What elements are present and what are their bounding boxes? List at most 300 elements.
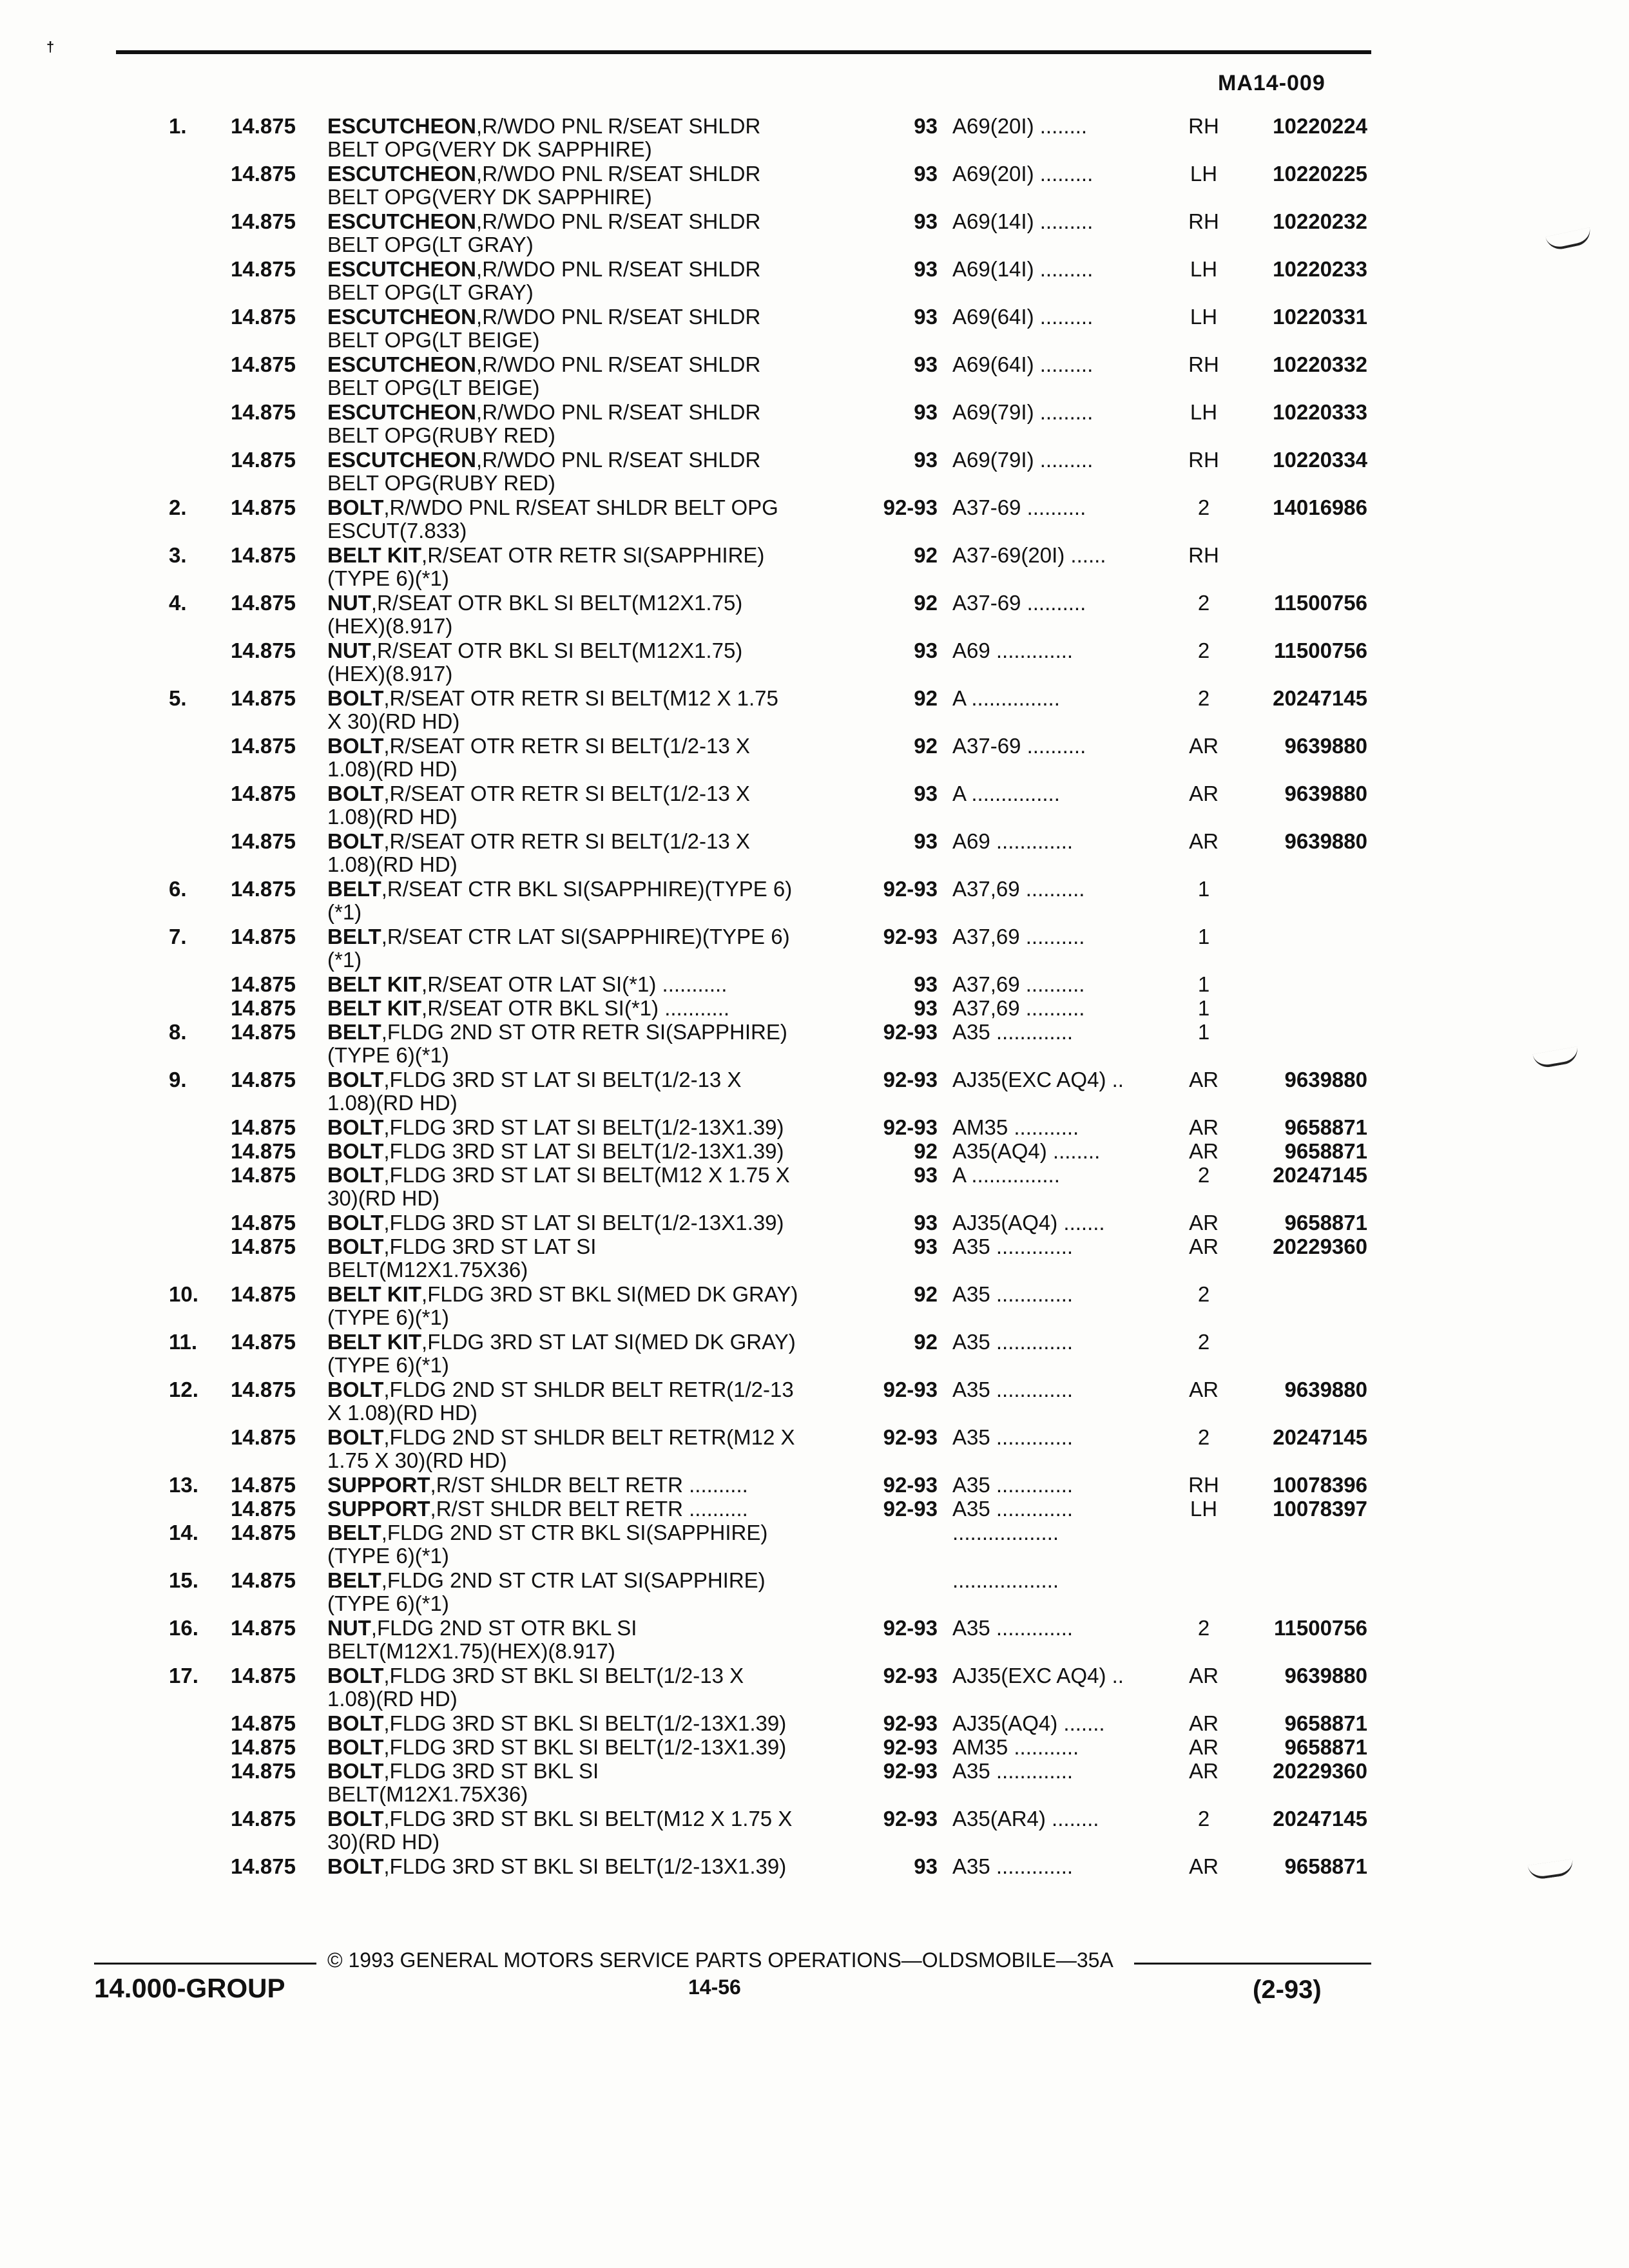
- part-description: [327, 1068, 741, 1091]
- body-application: ..................: [952, 1569, 1059, 1592]
- item-number: 11.: [169, 1330, 198, 1354]
- quantity: 1: [1197, 972, 1210, 996]
- group-number: 14.875: [231, 1664, 296, 1687]
- body-application: A35 .............: [952, 1760, 1074, 1783]
- model-year: 92: [914, 734, 938, 758]
- group-number: 14.875: [231, 1568, 296, 1592]
- body-application: A ...............: [952, 687, 1060, 710]
- part-number: 10220233: [1273, 257, 1367, 281]
- part-description-continued: X 30)(RD HD): [327, 709, 460, 733]
- part-description: [327, 1855, 786, 1878]
- model-year: 92-93: [883, 1425, 938, 1449]
- part-description-text: ,FLDG 3RD ST BKL SI BELT(1/2-13X1.39): [383, 1711, 787, 1735]
- model-year: 93: [914, 400, 938, 424]
- model-year: 92-93: [883, 1473, 938, 1497]
- part-number: 10220333: [1273, 400, 1367, 424]
- body-application: AM35 ...........: [952, 1736, 1079, 1759]
- part-description: [327, 258, 760, 281]
- part-description: [327, 305, 760, 329]
- part-name: SUPPORT: [327, 1473, 430, 1497]
- model-year: 92-93: [883, 1497, 938, 1521]
- part-description-text: ,R/SEAT OTR BKL SI(*1) ...........: [421, 996, 730, 1020]
- part-description-text: ,FLDG 3RD ST BKL SI: [383, 1759, 599, 1783]
- part-description-continued: 1.08)(RD HD): [327, 852, 458, 876]
- part-description-continued: BELT OPG(VERY DK SAPPHIRE): [327, 185, 652, 209]
- part-description-text: ,R/ST SHLDR BELT RETR ..........: [430, 1473, 748, 1497]
- group-number: 14.875: [231, 1282, 296, 1306]
- group-number: 14.875: [231, 1711, 296, 1735]
- group-number: 14.875: [231, 1616, 296, 1640]
- part-name: BELT KIT: [327, 1330, 422, 1354]
- part-description-text: ,FLDG 2ND ST SHLDR BELT RETR(M12 X: [383, 1425, 795, 1449]
- footer-date: (2-93): [1253, 1975, 1322, 2004]
- part-description: [327, 210, 760, 233]
- part-name: BOLT: [327, 734, 384, 758]
- part-name: BOLT: [327, 1854, 384, 1878]
- part-number: 10078396: [1273, 1473, 1367, 1497]
- part-description: [327, 1164, 790, 1187]
- part-name: BOLT: [327, 495, 384, 519]
- part-description-text: ,R/SEAT OTR RETR SI(SAPPHIRE): [421, 543, 765, 567]
- body-application: A35 .............: [952, 1021, 1074, 1044]
- margin-mark: [1545, 227, 1592, 252]
- model-year: 93: [914, 1211, 938, 1235]
- quantity: LH: [1190, 305, 1218, 329]
- quantity: AR: [1189, 1115, 1219, 1139]
- part-description-text: ,R/SEAT CTR LAT SI(SAPPHIRE)(TYPE 6): [381, 925, 790, 948]
- footer-rule-left: [94, 1963, 316, 1965]
- part-description: [327, 830, 750, 853]
- part-description: [327, 1497, 748, 1521]
- body-application: A69(14I) .........: [952, 258, 1094, 281]
- body-application: A37-69(20I) ......: [952, 544, 1106, 567]
- part-description-text: ,R/WDO PNL R/SEAT SHLDR: [476, 400, 761, 424]
- part-description: [327, 115, 760, 138]
- quantity: 2: [1197, 1163, 1210, 1187]
- margin-mark: [1532, 1046, 1579, 1070]
- part-number: 9639880: [1284, 829, 1367, 853]
- part-description-continued: X 1.08)(RD HD): [327, 1401, 477, 1425]
- group-number: 14.875: [231, 305, 296, 329]
- quantity: LH: [1190, 162, 1218, 186]
- part-number: 11500756: [1273, 1616, 1367, 1640]
- part-description: [327, 162, 760, 186]
- quantity: AR: [1189, 734, 1219, 758]
- part-description-continued: (TYPE 6)(*1): [327, 1591, 449, 1615]
- group-number: 14.875: [231, 1115, 296, 1139]
- quantity: RH: [1188, 448, 1219, 472]
- group-number: 14.875: [231, 1378, 296, 1401]
- part-description-text: ,R/WDO PNL R/SEAT SHLDR: [476, 209, 761, 233]
- part-description-text: ,FLDG 2ND ST CTR LAT SI(SAPPHIRE): [381, 1568, 766, 1592]
- model-year: 93: [914, 1235, 938, 1258]
- part-description-text: ,R/WDO PNL R/SEAT SHLDR BELT OPG: [383, 495, 778, 519]
- part-description: [327, 1760, 599, 1783]
- part-name: NUT: [327, 591, 371, 615]
- group-number: 14.875: [231, 591, 296, 615]
- quantity: 2: [1197, 1807, 1210, 1831]
- part-description: [327, 1211, 784, 1235]
- quantity: 2: [1197, 1282, 1210, 1306]
- item-number: 8.: [169, 1020, 187, 1044]
- part-description: [327, 925, 790, 948]
- group-number: 14.875: [231, 877, 296, 901]
- part-description-text: ,FLDG 3RD ST BKL SI(MED DK GRAY): [421, 1282, 798, 1306]
- part-description-text: ,R/WDO PNL R/SEAT SHLDR: [476, 448, 761, 472]
- group-number: 14.875: [231, 1330, 296, 1354]
- quantity: AR: [1189, 1235, 1219, 1258]
- page-reference: MA14-009: [1218, 71, 1325, 95]
- body-application: A35(AQ4) ........: [952, 1140, 1101, 1163]
- part-name: BOLT: [327, 1235, 384, 1258]
- body-application: A69(79I) .........: [952, 401, 1094, 424]
- part-description-text: ,R/WDO PNL R/SEAT SHLDR: [476, 114, 761, 138]
- part-number: 9658871: [1284, 1211, 1367, 1235]
- part-name: BELT: [327, 925, 381, 948]
- part-description-text: ,FLDG 2ND ST OTR BKL SI: [371, 1616, 637, 1640]
- part-number: 14016986: [1273, 495, 1367, 519]
- quantity: LH: [1190, 400, 1218, 424]
- part-number: 9658871: [1284, 1711, 1367, 1735]
- model-year: 93: [914, 996, 938, 1020]
- group-number: 14.875: [231, 1068, 296, 1091]
- group-number: 14.875: [231, 639, 296, 662]
- part-description-continued: BELT OPG(VERY DK SAPPHIRE): [327, 137, 652, 161]
- model-year: 92-93: [883, 1759, 938, 1783]
- model-year: 93: [914, 257, 938, 281]
- quantity: AR: [1189, 782, 1219, 805]
- model-year: 92: [914, 686, 938, 710]
- quantity: RH: [1188, 114, 1219, 138]
- group-number: 14.875: [231, 209, 296, 233]
- part-name: BELT KIT: [327, 972, 422, 996]
- part-description-continued: (TYPE 6)(*1): [327, 1353, 449, 1377]
- part-description-continued: (TYPE 6)(*1): [327, 1544, 449, 1568]
- part-description: [327, 448, 760, 472]
- part-number: 20247145: [1273, 1163, 1367, 1187]
- part-number: 11500756: [1273, 639, 1367, 662]
- part-name: ESCUTCHEON: [327, 114, 477, 138]
- part-number: 20229360: [1273, 1759, 1367, 1783]
- quantity: 2: [1197, 1330, 1210, 1354]
- part-description: [327, 878, 792, 901]
- part-name: ESCUTCHEON: [327, 162, 477, 186]
- part-description-text: ,FLDG 3RD ST BKL SI BELT(1/2-13X1.39): [383, 1854, 787, 1878]
- part-name: BELT: [327, 1521, 381, 1544]
- model-year: 92: [914, 1330, 938, 1354]
- body-application: A35 .............: [952, 1283, 1074, 1306]
- quantity: 1: [1197, 877, 1210, 901]
- item-number: 7.: [169, 925, 187, 948]
- part-number: 9639880: [1284, 1068, 1367, 1091]
- model-year: 93: [914, 829, 938, 853]
- part-description: [327, 782, 750, 805]
- part-number: 9639880: [1284, 734, 1367, 758]
- corner-mark: †: [46, 39, 55, 55]
- model-year: 93: [914, 972, 938, 996]
- part-number: 9639880: [1284, 1664, 1367, 1687]
- part-description: [327, 591, 742, 615]
- group-number: 14.875: [231, 829, 296, 853]
- group-number: 14.875: [231, 1759, 296, 1783]
- group-number: 14.875: [231, 1235, 296, 1258]
- part-description-text: ,R/WDO PNL R/SEAT SHLDR: [476, 352, 761, 376]
- quantity: AR: [1189, 1139, 1219, 1163]
- part-name: ESCUTCHEON: [327, 448, 477, 472]
- part-name: BELT KIT: [327, 996, 422, 1020]
- quantity: RH: [1188, 1473, 1219, 1497]
- model-year: 93: [914, 209, 938, 233]
- part-name: ESCUTCHEON: [327, 209, 477, 233]
- model-year: 93: [914, 162, 938, 186]
- part-name: BELT: [327, 877, 381, 901]
- part-name: BOLT: [327, 1139, 384, 1163]
- part-description-text: ,FLDG 3RD ST BKL SI BELT(1/2-13 X: [383, 1664, 744, 1687]
- group-number: 14.875: [231, 925, 296, 948]
- part-description-continued: (HEX)(8.917): [327, 614, 453, 638]
- part-description-text: ,FLDG 3RD ST LAT SI BELT(M12 X 1.75 X: [383, 1163, 790, 1187]
- part-description: [327, 639, 742, 662]
- body-application: A69(64I) .........: [952, 305, 1094, 329]
- body-application: A69(14I) .........: [952, 210, 1094, 233]
- body-application: AJ35(EXC AQ4) ..: [952, 1664, 1124, 1687]
- item-number: 5.: [169, 686, 187, 710]
- part-description: [327, 1378, 794, 1401]
- part-description-continued: BELT OPG(LT BEIGE): [327, 328, 540, 352]
- part-description-text: ,FLDG 3RD ST LAT SI BELT(1/2-13X1.39): [383, 1211, 784, 1235]
- part-description-continued: (*1): [327, 948, 362, 972]
- quantity: AR: [1189, 1068, 1219, 1091]
- part-number: 9658871: [1284, 1139, 1367, 1163]
- model-year: 93: [914, 782, 938, 805]
- quantity: 2: [1197, 1616, 1210, 1640]
- model-year: 92-93: [883, 877, 938, 901]
- part-name: BOLT: [327, 1759, 384, 1783]
- group-number: 14.875: [231, 996, 296, 1020]
- part-description-text: ,R/WDO PNL R/SEAT SHLDR: [476, 257, 761, 281]
- part-name: BELT KIT: [327, 1282, 422, 1306]
- part-description: [327, 1426, 795, 1449]
- part-description: [327, 353, 760, 376]
- quantity: 1: [1197, 1020, 1210, 1044]
- model-year: 93: [914, 352, 938, 376]
- part-description-text: ,R/ST SHLDR BELT RETR ..........: [430, 1497, 748, 1521]
- quantity: 1: [1197, 996, 1210, 1020]
- part-name: BELT: [327, 1020, 381, 1044]
- body-application: AM35 ...........: [952, 1116, 1079, 1139]
- part-name: BOLT: [327, 829, 384, 853]
- model-year: 93: [914, 305, 938, 329]
- body-application: A35(AR4) ........: [952, 1807, 1099, 1831]
- part-description: [327, 1807, 792, 1831]
- body-application: A37,69 ..........: [952, 878, 1085, 901]
- body-application: A35 .............: [952, 1378, 1074, 1401]
- model-year: 92-93: [883, 495, 938, 519]
- part-description-continued: 1.08)(RD HD): [327, 1687, 458, 1711]
- group-number: 14.875: [231, 114, 296, 138]
- part-name: BELT: [327, 1568, 381, 1592]
- part-number: 10220224: [1273, 114, 1367, 138]
- body-application: A69 .............: [952, 639, 1074, 662]
- part-number: 9658871: [1284, 1854, 1367, 1878]
- part-number: 20247145: [1273, 1807, 1367, 1831]
- group-number: 14.875: [231, 734, 296, 758]
- part-description-text: ,R/SEAT OTR RETR SI BELT(M12 X 1.75: [383, 686, 778, 710]
- part-description-text: ,FLDG 3RD ST BKL SI BELT(M12 X 1.75 X: [383, 1807, 793, 1831]
- part-name: BOLT: [327, 686, 384, 710]
- part-description-continued: (TYPE 6)(*1): [327, 1043, 449, 1067]
- item-number: 16.: [169, 1616, 198, 1640]
- body-application: A37,69 ..........: [952, 973, 1085, 996]
- group-number: 14.875: [231, 352, 296, 376]
- part-description-continued: 1.08)(RD HD): [327, 757, 458, 781]
- group-number: 14.875: [231, 1211, 296, 1235]
- model-year: 92: [914, 543, 938, 567]
- part-description: [327, 1331, 796, 1354]
- body-application: A35 .............: [952, 1617, 1074, 1640]
- part-description-text: ,FLDG 2ND ST CTR BKL SI(SAPPHIRE): [381, 1521, 768, 1544]
- footer-copyright: © 1993 GENERAL MOTORS SERVICE PARTS OPERATIONS—OLDSMOBILE—35A: [327, 1948, 1113, 1972]
- part-description: [327, 1664, 744, 1687]
- part-description: [327, 1283, 798, 1306]
- body-application: A35 .............: [952, 1497, 1074, 1521]
- part-description-continued: (HEX)(8.917): [327, 662, 453, 686]
- part-description-continued: BELT(M12X1.75X36): [327, 1258, 528, 1282]
- part-description: [327, 1712, 786, 1735]
- body-application: A69(20I) .........: [952, 162, 1094, 186]
- group-number: 14.875: [231, 972, 296, 996]
- part-description: [327, 1617, 637, 1640]
- body-application: A35 .............: [952, 1426, 1074, 1449]
- part-description-text: ,FLDG 3RD ST LAT SI: [383, 1235, 597, 1258]
- part-number: 10220232: [1273, 209, 1367, 233]
- item-number: 2.: [169, 495, 187, 519]
- part-name: BOLT: [327, 1163, 384, 1187]
- part-description: [327, 997, 729, 1020]
- part-description-text: ,R/SEAT OTR LAT SI(*1) ...........: [421, 972, 728, 996]
- item-number: 9.: [169, 1068, 187, 1091]
- part-number: 11500756: [1273, 591, 1367, 615]
- part-description-continued: 1.08)(RD HD): [327, 805, 458, 829]
- group-number: 14.875: [231, 1473, 296, 1497]
- part-description-continued: BELT OPG(RUBY RED): [327, 423, 555, 447]
- group-number: 14.875: [231, 1139, 296, 1163]
- part-description-continued: 1.75 X 30)(RD HD): [327, 1448, 507, 1472]
- quantity: AR: [1189, 1711, 1219, 1735]
- quantity: AR: [1189, 1211, 1219, 1235]
- part-name: ESCUTCHEON: [327, 400, 477, 424]
- group-number: 14.875: [231, 1807, 296, 1831]
- quantity: AR: [1189, 829, 1219, 853]
- part-name: BOLT: [327, 1735, 384, 1759]
- part-description-text: ,R/SEAT OTR BKL SI BELT(M12X1.75): [371, 591, 743, 615]
- body-application: A37,69 ..........: [952, 925, 1085, 948]
- quantity: 1: [1197, 925, 1210, 948]
- part-description-continued: BELT OPG(LT BEIGE): [327, 376, 540, 399]
- part-number: 10078397: [1273, 1497, 1367, 1521]
- part-number: 9658871: [1284, 1115, 1367, 1139]
- group-number: 14.875: [231, 257, 296, 281]
- item-number: 10.: [169, 1282, 198, 1306]
- quantity: RH: [1188, 543, 1219, 567]
- model-year: 93: [914, 1163, 938, 1187]
- part-description-text: ,R/WDO PNL R/SEAT SHLDR: [476, 162, 761, 186]
- group-number: 14.875: [231, 1163, 296, 1187]
- part-description: [327, 1736, 786, 1759]
- group-number: 14.875: [231, 448, 296, 472]
- part-description-text: ,R/SEAT OTR RETR SI BELT(1/2-13 X: [383, 829, 750, 853]
- part-description-text: ,FLDG 3RD ST LAT SI(MED DK GRAY): [421, 1330, 796, 1354]
- body-application: A37-69 ..........: [952, 496, 1086, 519]
- model-year: 92-93: [883, 1735, 938, 1759]
- item-number: 14.: [169, 1521, 198, 1544]
- quantity: 2: [1197, 686, 1210, 710]
- part-description-continued: (TYPE 6)(*1): [327, 1305, 449, 1329]
- part-number: 10220332: [1273, 352, 1367, 376]
- part-description-text: ,R/SEAT OTR RETR SI BELT(1/2-13 X: [383, 782, 750, 805]
- body-application: AJ35(AQ4) .......: [952, 1211, 1105, 1235]
- item-number: 4.: [169, 591, 187, 615]
- part-number: 9639880: [1284, 1378, 1367, 1401]
- part-description: [327, 496, 778, 519]
- part-name: BOLT: [327, 1807, 384, 1831]
- part-number: 20229360: [1273, 1235, 1367, 1258]
- body-application: A69 .............: [952, 830, 1074, 853]
- part-number: 20247145: [1273, 686, 1367, 710]
- quantity: AR: [1189, 1759, 1219, 1783]
- body-application: A37-69 ..........: [952, 735, 1086, 758]
- quantity: 2: [1197, 591, 1210, 615]
- part-description: [327, 973, 727, 996]
- group-number: 14.875: [231, 1521, 296, 1544]
- group-number: 14.875: [231, 495, 296, 519]
- part-name: ESCUTCHEON: [327, 352, 477, 376]
- part-name: BOLT: [327, 1664, 384, 1687]
- part-name: BOLT: [327, 1425, 384, 1449]
- quantity: 2: [1197, 495, 1210, 519]
- model-year: 92: [914, 1139, 938, 1163]
- body-application: A37,69 ..........: [952, 997, 1085, 1020]
- part-description: [327, 735, 750, 758]
- quantity: 2: [1197, 639, 1210, 662]
- model-year: 92-93: [883, 1378, 938, 1401]
- quantity: RH: [1188, 352, 1219, 376]
- model-year: 92-93: [883, 1711, 938, 1735]
- part-name: BOLT: [327, 1711, 384, 1735]
- part-description-text: ,FLDG 3RD ST LAT SI BELT(1/2-13 X: [383, 1068, 742, 1091]
- model-year: 93: [914, 639, 938, 662]
- model-year: 92-93: [883, 925, 938, 948]
- group-number: 14.875: [231, 543, 296, 567]
- quantity: LH: [1190, 257, 1218, 281]
- part-description-text: ,FLDG 3RD ST BKL SI BELT(1/2-13X1.39): [383, 1735, 787, 1759]
- group-number: 14.875: [231, 1854, 296, 1878]
- group-number: 14.875: [231, 1020, 296, 1044]
- part-name: BOLT: [327, 1115, 384, 1139]
- part-description: [327, 1235, 596, 1258]
- part-description-text: ,R/WDO PNL R/SEAT SHLDR: [476, 305, 761, 329]
- part-number: 20247145: [1273, 1425, 1367, 1449]
- model-year: 92-93: [883, 1020, 938, 1044]
- part-number: 9658871: [1284, 1735, 1367, 1759]
- part-name: BELT KIT: [327, 543, 422, 567]
- item-number: 6.: [169, 877, 187, 901]
- part-description-continued: 30)(RD HD): [327, 1186, 440, 1210]
- quantity: AR: [1189, 1735, 1219, 1759]
- quantity: LH: [1190, 1497, 1218, 1521]
- part-description: [327, 1569, 766, 1592]
- part-description-continued: BELT(M12X1.75)(HEX)(8.917): [327, 1639, 615, 1663]
